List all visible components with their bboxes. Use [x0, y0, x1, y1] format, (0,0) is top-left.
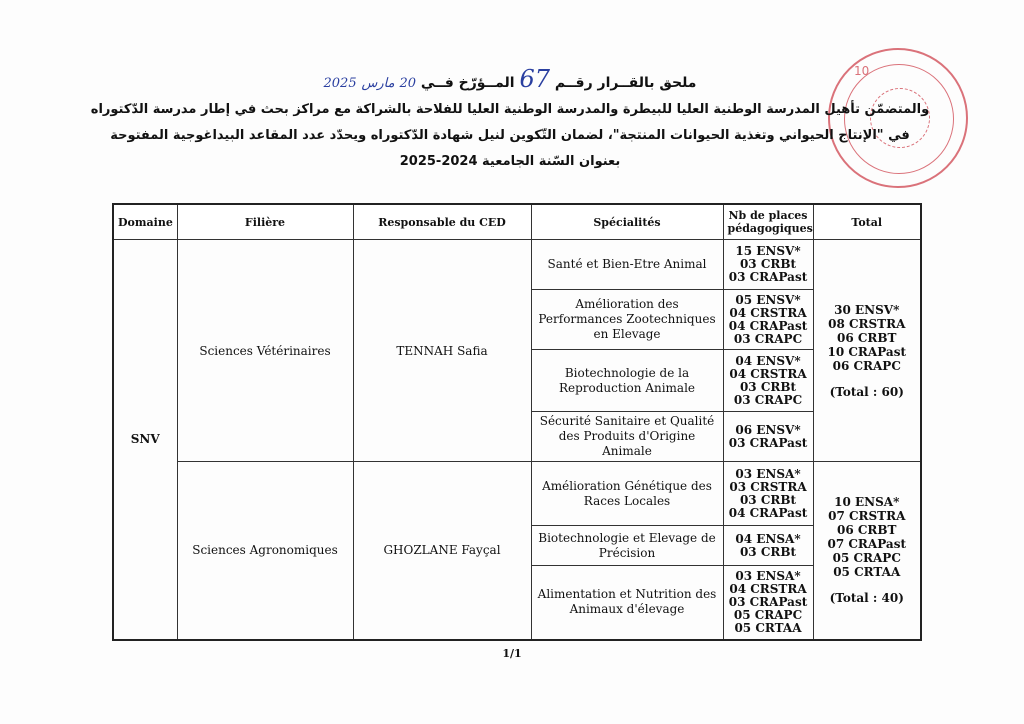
speciality-cell: Santé et Bien-Etre Animal	[531, 240, 723, 290]
date-month: مارس	[361, 76, 395, 91]
date-year: 2025	[323, 76, 357, 91]
place-entry: 03 CRBt	[739, 379, 797, 394]
table-header-row	[113, 204, 921, 240]
place-entry: 05 CRTAA	[734, 620, 802, 635]
places-cell	[723, 240, 813, 290]
speciality-cell: Sécurité Sanitaire et Qualité des Produits d'Origine Animale	[531, 412, 723, 462]
places-cell	[723, 412, 813, 462]
page-number: 1/1	[502, 647, 522, 660]
filiere-cell: Sciences Vétérinaires	[177, 240, 353, 462]
table-row	[113, 240, 921, 290]
table-row	[113, 462, 921, 526]
col-header-filiere: Filière	[177, 204, 353, 240]
speciality-cell: Biotechnologie de la Reproduction Animale	[531, 350, 723, 412]
place-entry: 04 CRSTRA	[729, 366, 807, 381]
header-line-4: بعنوان السّنة الجامعية 2024-2025	[399, 154, 621, 169]
place-entry: 04 ENSV*	[735, 353, 801, 368]
total-sum: (Total : 40)	[829, 591, 904, 606]
speciality-cell: Amélioration Génétique des Races Locales	[531, 462, 723, 526]
date-day: 20	[399, 76, 416, 91]
total-cell	[813, 462, 921, 640]
places-cell	[723, 462, 813, 526]
speciality-cell: Biotechnologie et Elevage de Précision	[531, 526, 723, 566]
place-entry: 04 ENSA*	[735, 531, 801, 546]
total-entry: 06 CRAPC	[832, 358, 901, 373]
place-entry: 03 CRAPC	[733, 331, 803, 346]
total-cell	[813, 240, 921, 462]
place-entry: 03 ENSA*	[735, 466, 801, 481]
place-entry: 04 CRSTRA	[729, 305, 807, 320]
speciality-cell: Alimentation et Nutrition des Animaux d'élevage	[531, 566, 723, 640]
domain-cell: SNV	[113, 240, 177, 640]
places-cell	[723, 526, 813, 566]
place-entry: 03 CRAPast	[728, 594, 808, 609]
place-entry: 03 CRSTRA	[729, 479, 807, 494]
dated-label: المــؤرّخ فــي	[420, 75, 515, 91]
total-entry: 07 CRAPast	[827, 537, 906, 552]
col-header-domaine: Domaine	[113, 204, 177, 240]
place-entry: 03 CRBt	[739, 492, 797, 507]
header-line-3: في "الإنتاج الحيواني وتغذية الحيوانات المنتجة"، لضمان التّكوين لنيل شهادة الدّكتوراه ويحدّد عدد المقاعد البيداغوجية المفتوحة	[110, 128, 910, 143]
decision-label: ملحق بالقــرار رقــم	[554, 75, 697, 91]
total-entry: 05 CRTAA	[833, 565, 901, 580]
places-table	[112, 203, 922, 641]
place-entry: 03 ENSA*	[735, 568, 801, 583]
places-cell	[723, 350, 813, 412]
total-entry: 08 CRSTRA	[828, 316, 906, 331]
place-entry: 04 CRSTRA	[729, 581, 807, 596]
place-entry: 05 ENSV*	[735, 292, 801, 307]
place-entry: 04 CRAPast	[728, 505, 808, 520]
col-header-responsable: Responsable du CED	[353, 204, 531, 240]
header-line-1	[60, 66, 960, 97]
stamp-number: 10	[854, 64, 870, 78]
place-entry: 05 CRAPC	[733, 607, 803, 622]
responsable-cell: GHOZLANE Fayçal	[353, 462, 531, 640]
total-entry: 07 CRSTRA	[828, 509, 906, 524]
place-entry: 15 ENSV*	[735, 244, 801, 258]
place-entry: 03 CRBt	[739, 257, 797, 271]
place-entry: 03 CRBt	[739, 544, 797, 559]
total-entry: 06 CRBT	[837, 523, 897, 538]
total-sum: (Total : 60)	[829, 384, 904, 399]
place-entry: 04 CRAPast	[728, 318, 808, 333]
place-entry: 03 CRAPast	[728, 270, 808, 284]
total-entry: 10 CRAPast	[827, 344, 906, 359]
speciality-cell: Amélioration des Performances Zootechniques en Elevage	[531, 290, 723, 350]
place-entry: 03 CRAPC	[733, 392, 803, 407]
col-header-nb-places: Nb de places pédagogiques	[723, 204, 813, 240]
places-cell	[723, 566, 813, 640]
header-line-2: والمتضمّن تأهيل المدرسة الوطنية العليا للبيطرة والمدرسة الوطنية العليا للفلاحة بالشراكة مع مراكز بحث في إطار مدرسة الدّكتوراه	[90, 102, 930, 117]
total-entry: 05 CRAPC	[832, 551, 901, 566]
filiere-cell: Sciences Agronomiques	[177, 462, 353, 640]
document-header	[60, 66, 960, 175]
places-cell	[723, 290, 813, 350]
total-entry: 06 CRBT	[837, 330, 897, 345]
total-entry: 30 ENSV*	[834, 302, 900, 317]
responsable-cell: TENNAH Safia	[353, 240, 531, 462]
place-entry: 03 CRAPast	[728, 435, 808, 450]
col-header-specialites: Spécialités	[531, 204, 723, 240]
col-header-total: Total	[813, 204, 921, 240]
place-entry: 06 ENSV*	[735, 422, 801, 437]
total-entry: 10 ENSA*	[834, 495, 900, 510]
decision-number: 67	[519, 65, 550, 93]
